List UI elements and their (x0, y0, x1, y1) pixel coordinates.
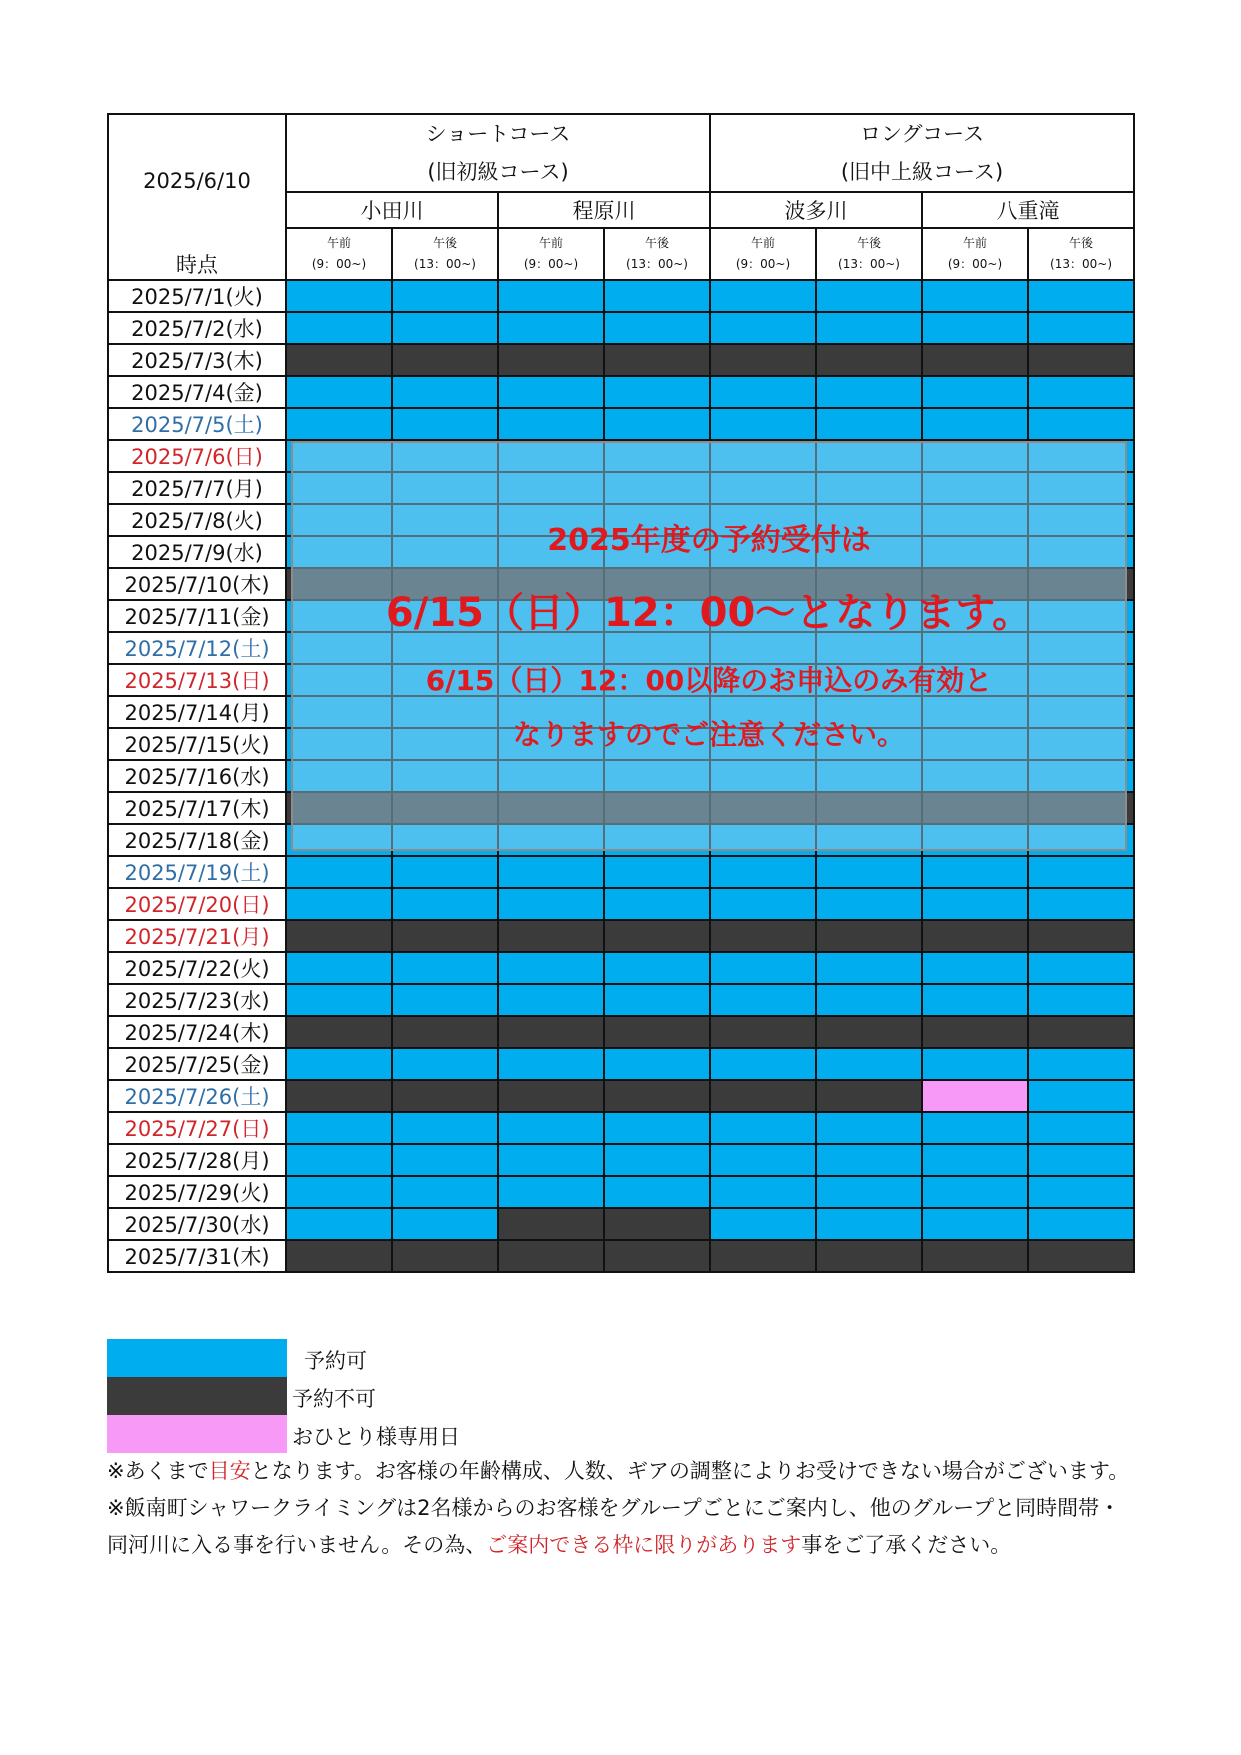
slot-cell-ok (498, 856, 604, 888)
slot-cell-ng (498, 1016, 604, 1048)
course-subname: (旧中上級コース) (840, 160, 1004, 184)
slot-cell-ok (710, 1208, 816, 1240)
slot-cell-ok (816, 280, 922, 312)
slot-cell-ng (392, 1080, 498, 1112)
date-cell: 2025/7/26(土) (108, 1080, 286, 1112)
slot-cell-ng (710, 1240, 816, 1272)
slot-cell-ok (286, 280, 392, 312)
slot-cell-ng (498, 344, 604, 376)
slot-time: (9：00~) (947, 257, 1003, 271)
slot-time: (9：00~) (523, 257, 579, 271)
note-text: 事をご了承ください。 (801, 1533, 1012, 1557)
as-of-date: 2025/6/10 (143, 169, 251, 193)
slot-cell-ng (498, 1240, 604, 1272)
slot-cell-ng (286, 344, 392, 376)
slot-cell-ok (604, 1112, 710, 1144)
slot-time: (13：00~) (1050, 257, 1113, 271)
slot-cell-ok (816, 408, 922, 440)
slot-cell-ng (1028, 344, 1134, 376)
slot-cell-ng (816, 1080, 922, 1112)
slot-cell-ok (392, 408, 498, 440)
slot-cell-ok (1028, 1048, 1134, 1080)
slot-cell-ng (922, 344, 1028, 376)
slot-cell-ok (498, 1112, 604, 1144)
date-cell: 2025/7/30(水) (108, 1208, 286, 1240)
slot-cell-single (922, 1080, 1028, 1112)
slot-cell-ng (392, 920, 498, 952)
slot-cell-ng (710, 344, 816, 376)
slot-cell-ok (392, 312, 498, 344)
slot-cell-ok (710, 984, 816, 1016)
slot-cell-ok (922, 952, 1028, 984)
date-cell: 2025/7/7(月) (108, 472, 286, 504)
slot-header-am (710, 228, 816, 280)
slot-cell-ok (604, 1048, 710, 1080)
slot-cell-ok (392, 952, 498, 984)
slot-cell-ok (1028, 856, 1134, 888)
slot-cell-ok (498, 1144, 604, 1176)
slot-cell-ok (286, 1208, 392, 1240)
note-guideline (107, 1453, 1137, 1490)
notice-line-4: なりますのでご注意ください。 (512, 718, 905, 751)
slot-cell-ok (392, 1048, 498, 1080)
river-header-yaedaki: 八重滝 (922, 192, 1134, 228)
table-row (108, 1176, 1134, 1208)
slot-cell-ok (1028, 408, 1134, 440)
slot-header-pm (816, 228, 922, 280)
slot-cell-ok (710, 1176, 816, 1208)
slot-cell-ok (710, 1048, 816, 1080)
legend-label-ng: 予約不可 (292, 1387, 376, 1411)
slot-cell-ok (1028, 1112, 1134, 1144)
slot-cell-ok (604, 1176, 710, 1208)
slot-cell-ok (710, 1144, 816, 1176)
slot-cell-ng (604, 1080, 710, 1112)
slot-cell-ok (1028, 376, 1134, 408)
slot-time: (9：00~) (735, 257, 791, 271)
slot-cell-ok (816, 984, 922, 1016)
table-row (108, 1080, 1134, 1112)
slot-time: (13：00~) (414, 257, 476, 271)
slot-header-pm (604, 228, 710, 280)
slot-cell-ok (1028, 888, 1134, 920)
slot-cell-ok (604, 312, 710, 344)
slot-cell-ok (1028, 1144, 1134, 1176)
table-row (108, 1048, 1134, 1080)
slot-cell-ok (1028, 1208, 1134, 1240)
table-row (108, 408, 1134, 440)
slot-cell-ok (922, 984, 1028, 1016)
slot-header-pm (392, 228, 498, 280)
slot-cell-ok (286, 1176, 392, 1208)
slot-cell-ng (286, 920, 392, 952)
slot-cell-ng (498, 1080, 604, 1112)
slot-cell-ok (816, 1112, 922, 1144)
slot-cell-ok (498, 376, 604, 408)
slot-cell-ok (922, 1208, 1028, 1240)
date-cell: 2025/7/28(月) (108, 1144, 286, 1176)
slot-time: (13：00~) (838, 257, 900, 271)
slot-cell-ng (498, 1208, 604, 1240)
date-cell: 2025/7/8(火) (108, 504, 286, 536)
slot-cell-ok (498, 312, 604, 344)
slot-cell-ok (816, 1144, 922, 1176)
slot-cell-ng (392, 1240, 498, 1272)
date-cell: 2025/7/15(火) (108, 728, 286, 760)
date-cell: 2025/7/6(日) (108, 440, 286, 472)
date-cell: 2025/7/13(日) (108, 664, 286, 696)
table-row (108, 952, 1134, 984)
slot-cell-ng (604, 1240, 710, 1272)
slot-cell-ok (710, 1112, 816, 1144)
slot-cell-ok (286, 1112, 392, 1144)
slot-cell-ok (922, 408, 1028, 440)
slot-cell-ok (816, 312, 922, 344)
slot-time: (9：00~) (311, 257, 367, 271)
slot-cell-ok (286, 856, 392, 888)
date-cell: 2025/7/14(月) (108, 696, 286, 728)
slot-label: 午後 (432, 236, 457, 250)
date-cell: 2025/7/12(土) (108, 632, 286, 664)
slot-cell-ok (392, 888, 498, 920)
slot-cell-ok (1028, 312, 1134, 344)
slot-cell-ok (498, 280, 604, 312)
slot-cell-ok (604, 888, 710, 920)
date-cell: 2025/7/11(金) (108, 600, 286, 632)
course-name: ロングコース (859, 122, 985, 146)
slot-cell-ok (392, 1112, 498, 1144)
slot-label: 午前 (326, 236, 351, 250)
as-of-label: 時点 (176, 253, 218, 277)
slot-cell-ok (710, 280, 816, 312)
slot-label: 午前 (751, 236, 776, 250)
date-cell: 2025/7/29(火) (108, 1176, 286, 1208)
slot-cell-ng (392, 1016, 498, 1048)
date-column-header (108, 114, 286, 280)
slot-cell-ng (286, 1240, 392, 1272)
slot-cell-ok (922, 1176, 1028, 1208)
slot-cell-ok (604, 408, 710, 440)
note-text: ※飯南町シャワークライミングは2名様からのお客様をグループごとにご案内し、他のグループと同時間帯・同河川に入る事を行いません。その為、 (107, 1496, 1121, 1557)
note-highlight: 目安 (208, 1459, 251, 1483)
slot-cell-ok (604, 856, 710, 888)
note-highlight: ご案内できる枠に限りがあります (486, 1533, 802, 1557)
slot-label: 午後 (1069, 236, 1094, 250)
date-cell: 2025/7/22(火) (108, 952, 286, 984)
date-cell: 2025/7/16(水) (108, 760, 286, 792)
slot-cell-ok (498, 952, 604, 984)
legend-swatch-ng (107, 1377, 287, 1415)
slot-cell-ng (604, 1208, 710, 1240)
slot-cell-ok (922, 856, 1028, 888)
table-row (108, 1208, 1134, 1240)
notice-line-1: 2025年度の予約受付は (547, 523, 871, 558)
notice-line-3: 6/15（日）12：00以降のお申込のみ有効と (425, 664, 993, 697)
note-text: ※あくまで (107, 1459, 209, 1483)
slot-cell-ok (286, 1048, 392, 1080)
slot-cell-ok (604, 376, 710, 408)
note-text: となります。お客様の年齢構成、人数、ギアの調整によりお受けできない場合がございます。 (250, 1459, 1130, 1483)
slot-cell-ok (392, 280, 498, 312)
slot-cell-ok (922, 1144, 1028, 1176)
slot-cell-ok (816, 888, 922, 920)
slot-cell-ng (1028, 920, 1134, 952)
slot-cell-ng (1028, 1016, 1134, 1048)
slot-cell-ok (922, 280, 1028, 312)
slot-cell-ok (710, 888, 816, 920)
slot-cell-ng (816, 344, 922, 376)
date-cell: 2025/7/9(水) (108, 536, 286, 568)
slot-cell-ok (816, 376, 922, 408)
slot-cell-ok (1028, 1080, 1134, 1112)
slot-cell-ok (1028, 984, 1134, 1016)
slot-cell-ng (1028, 1240, 1134, 1272)
slot-cell-ok (392, 856, 498, 888)
slot-cell-ng (604, 1016, 710, 1048)
slot-cell-ok (286, 1144, 392, 1176)
slot-cell-ok (498, 888, 604, 920)
slot-cell-ok (498, 408, 604, 440)
slot-cell-ok (286, 408, 392, 440)
slot-cell-ok (816, 1208, 922, 1240)
slot-cell-ok (710, 408, 816, 440)
course-header-short (286, 114, 710, 192)
date-cell: 2025/7/4(金) (108, 376, 286, 408)
slot-cell-ok (816, 856, 922, 888)
slot-cell-ok (498, 1176, 604, 1208)
legend-label-single: おひとり様専用日 (292, 1425, 460, 1449)
date-cell: 2025/7/10(木) (108, 568, 286, 600)
slot-cell-ng (816, 920, 922, 952)
slot-cell-ok (392, 1144, 498, 1176)
slot-cell-ok (286, 888, 392, 920)
slot-label: 午前 (963, 236, 988, 250)
slot-cell-ng (922, 1240, 1028, 1272)
slot-cell-ok (498, 984, 604, 1016)
slot-cell-ok (816, 1176, 922, 1208)
slot-cell-ng (498, 920, 604, 952)
slot-cell-ok (710, 856, 816, 888)
river-header-hatagawa: 波多川 (710, 192, 922, 228)
slot-label: 午後 (645, 236, 670, 250)
slot-cell-ok (286, 952, 392, 984)
slot-cell-ok (604, 984, 710, 1016)
slot-cell-ok (1028, 1176, 1134, 1208)
date-cell: 2025/7/3(木) (108, 344, 286, 376)
slot-header-am (498, 228, 604, 280)
table-row (108, 888, 1134, 920)
slot-cell-ok (498, 1048, 604, 1080)
slot-cell-ng (286, 1016, 392, 1048)
slot-cell-ok (710, 952, 816, 984)
slot-cell-ok (392, 1176, 498, 1208)
slot-header-pm (1028, 228, 1134, 280)
slot-cell-ok (604, 952, 710, 984)
slot-cell-ok (816, 1048, 922, 1080)
table-row (108, 920, 1134, 952)
slot-cell-ng (710, 920, 816, 952)
date-cell: 2025/7/23(水) (108, 984, 286, 1016)
table-row (108, 856, 1134, 888)
river-header-odagawa: 小田川 (286, 192, 498, 228)
slot-cell-ng (710, 1080, 816, 1112)
legend-label-ok: 予約可 (304, 1349, 367, 1373)
date-cell: 2025/7/20(日) (108, 888, 286, 920)
slot-cell-ok (392, 984, 498, 1016)
slot-header-am (922, 228, 1028, 280)
table-row (108, 376, 1134, 408)
table-row (108, 1112, 1134, 1144)
slot-cell-ok (604, 280, 710, 312)
slot-time: (13：00~) (626, 257, 688, 271)
slot-cell-ok (286, 376, 392, 408)
reservation-notice-overlay (291, 441, 1127, 851)
slot-cell-ng (604, 344, 710, 376)
table-row (108, 984, 1134, 1016)
slot-cell-ok (922, 1048, 1028, 1080)
slot-cell-ok (922, 376, 1028, 408)
table-row (108, 1016, 1134, 1048)
date-cell: 2025/7/18(金) (108, 824, 286, 856)
slot-cell-ok (710, 312, 816, 344)
slot-cell-ng (922, 920, 1028, 952)
table-row (108, 344, 1134, 376)
date-cell: 2025/7/31(木) (108, 1240, 286, 1272)
slot-cell-ok (1028, 280, 1134, 312)
slot-cell-ng (710, 1016, 816, 1048)
course-header-long (710, 114, 1134, 192)
legend-swatch-single (107, 1415, 287, 1453)
slot-header-am (286, 228, 392, 280)
notice-line-2: 6/15（日）12：00～となります。 (385, 590, 1033, 636)
slot-cell-ng (922, 1016, 1028, 1048)
date-cell: 2025/7/1(火) (108, 280, 286, 312)
table-row (108, 1144, 1134, 1176)
slot-cell-ok (1028, 952, 1134, 984)
slot-cell-ng (816, 1240, 922, 1272)
notes (107, 1453, 1137, 1564)
slot-cell-ok (392, 1208, 498, 1240)
slot-cell-ok (286, 312, 392, 344)
course-name: ショートコース (425, 122, 571, 146)
note-group-policy (107, 1490, 1137, 1564)
river-header-hodogawa: 程原川 (498, 192, 710, 228)
table-row (108, 1240, 1134, 1272)
slot-cell-ok (392, 376, 498, 408)
slot-cell-ok (922, 1112, 1028, 1144)
date-cell: 2025/7/25(金) (108, 1048, 286, 1080)
date-cell: 2025/7/27(日) (108, 1112, 286, 1144)
date-cell: 2025/7/2(水) (108, 312, 286, 344)
slot-cell-ok (922, 312, 1028, 344)
date-cell: 2025/7/24(木) (108, 1016, 286, 1048)
table-row (108, 280, 1134, 312)
slot-cell-ng (816, 1016, 922, 1048)
date-cell: 2025/7/5(土) (108, 408, 286, 440)
slot-cell-ok (710, 376, 816, 408)
slot-cell-ng (392, 344, 498, 376)
slot-cell-ok (922, 888, 1028, 920)
slot-label: 午前 (538, 236, 563, 250)
legend-swatch-ok (107, 1339, 287, 1377)
table-row (108, 312, 1134, 344)
slot-label: 午後 (857, 236, 882, 250)
slot-cell-ng (604, 920, 710, 952)
slot-cell-ng (286, 1080, 392, 1112)
date-cell: 2025/7/19(土) (108, 856, 286, 888)
date-cell: 2025/7/17(木) (108, 792, 286, 824)
slot-cell-ok (816, 952, 922, 984)
slot-cell-ok (286, 984, 392, 1016)
date-cell: 2025/7/21(月) (108, 920, 286, 952)
course-subname: (旧初級コース) (427, 160, 569, 184)
slot-cell-ok (604, 1144, 710, 1176)
